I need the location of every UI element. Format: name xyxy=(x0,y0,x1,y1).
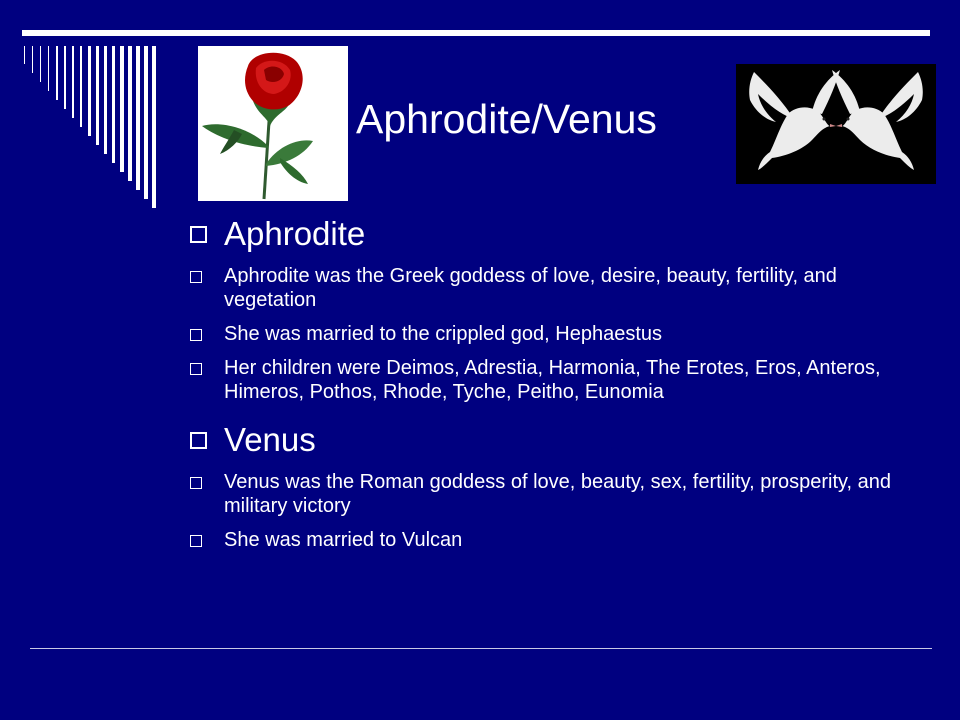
stripe xyxy=(72,46,74,118)
stripe xyxy=(32,46,33,73)
square-bullet-icon xyxy=(190,535,202,547)
rose-icon xyxy=(198,46,348,201)
square-bullet-icon xyxy=(190,363,202,375)
section-heading-aphrodite xyxy=(188,214,928,254)
stripe xyxy=(48,46,49,91)
stripe xyxy=(24,46,25,64)
bullet-text: Her children were Deimos, Adrestia, Harmonia, The Erotes, Eros, Anteros, Himeros, Pothos, Rhode, Tyche, Peitho, Eunomia xyxy=(224,357,881,403)
square-bullet-icon xyxy=(190,432,207,449)
bullet-text: She was married to Vulcan xyxy=(224,529,463,551)
doves-icon xyxy=(736,64,936,184)
stripe xyxy=(88,46,91,136)
stripe xyxy=(128,46,132,181)
top-rule xyxy=(22,30,930,36)
stripe xyxy=(144,46,148,199)
list-item xyxy=(188,356,928,404)
list-item xyxy=(188,264,928,312)
stripe xyxy=(56,46,58,100)
list-item xyxy=(188,528,928,552)
square-bullet-icon xyxy=(190,329,202,341)
stripe xyxy=(80,46,82,127)
stripe xyxy=(152,46,156,208)
bullet-text: She was married to the crippled god, Hephaestus xyxy=(224,323,663,345)
square-bullet-icon xyxy=(190,477,202,489)
bullet-text: Venus was the Roman goddess of love, beauty, sex, fertility, prosperity, and military victory xyxy=(224,471,892,517)
heading-text: Aphrodite xyxy=(224,215,366,252)
list-item xyxy=(188,470,928,518)
content-area xyxy=(188,214,928,562)
section-heading-venus xyxy=(188,420,928,460)
list-item xyxy=(188,322,928,346)
bottom-rule xyxy=(30,648,932,649)
stripe xyxy=(120,46,124,172)
slide-title: Aphrodite/Venus xyxy=(356,96,657,142)
stripe xyxy=(64,46,66,109)
stripe xyxy=(136,46,140,190)
square-bullet-icon xyxy=(190,226,207,243)
rose-image xyxy=(198,46,348,201)
stripe xyxy=(112,46,115,163)
stripe xyxy=(96,46,99,145)
stripe xyxy=(104,46,107,154)
bullet-text: Aphrodite was the Greek goddess of love, desire, beauty, fertility, and vegetation xyxy=(224,265,837,311)
doves-image xyxy=(736,64,936,184)
square-bullet-icon xyxy=(190,271,202,283)
stripe xyxy=(40,46,41,82)
heading-text: Venus xyxy=(224,421,316,458)
